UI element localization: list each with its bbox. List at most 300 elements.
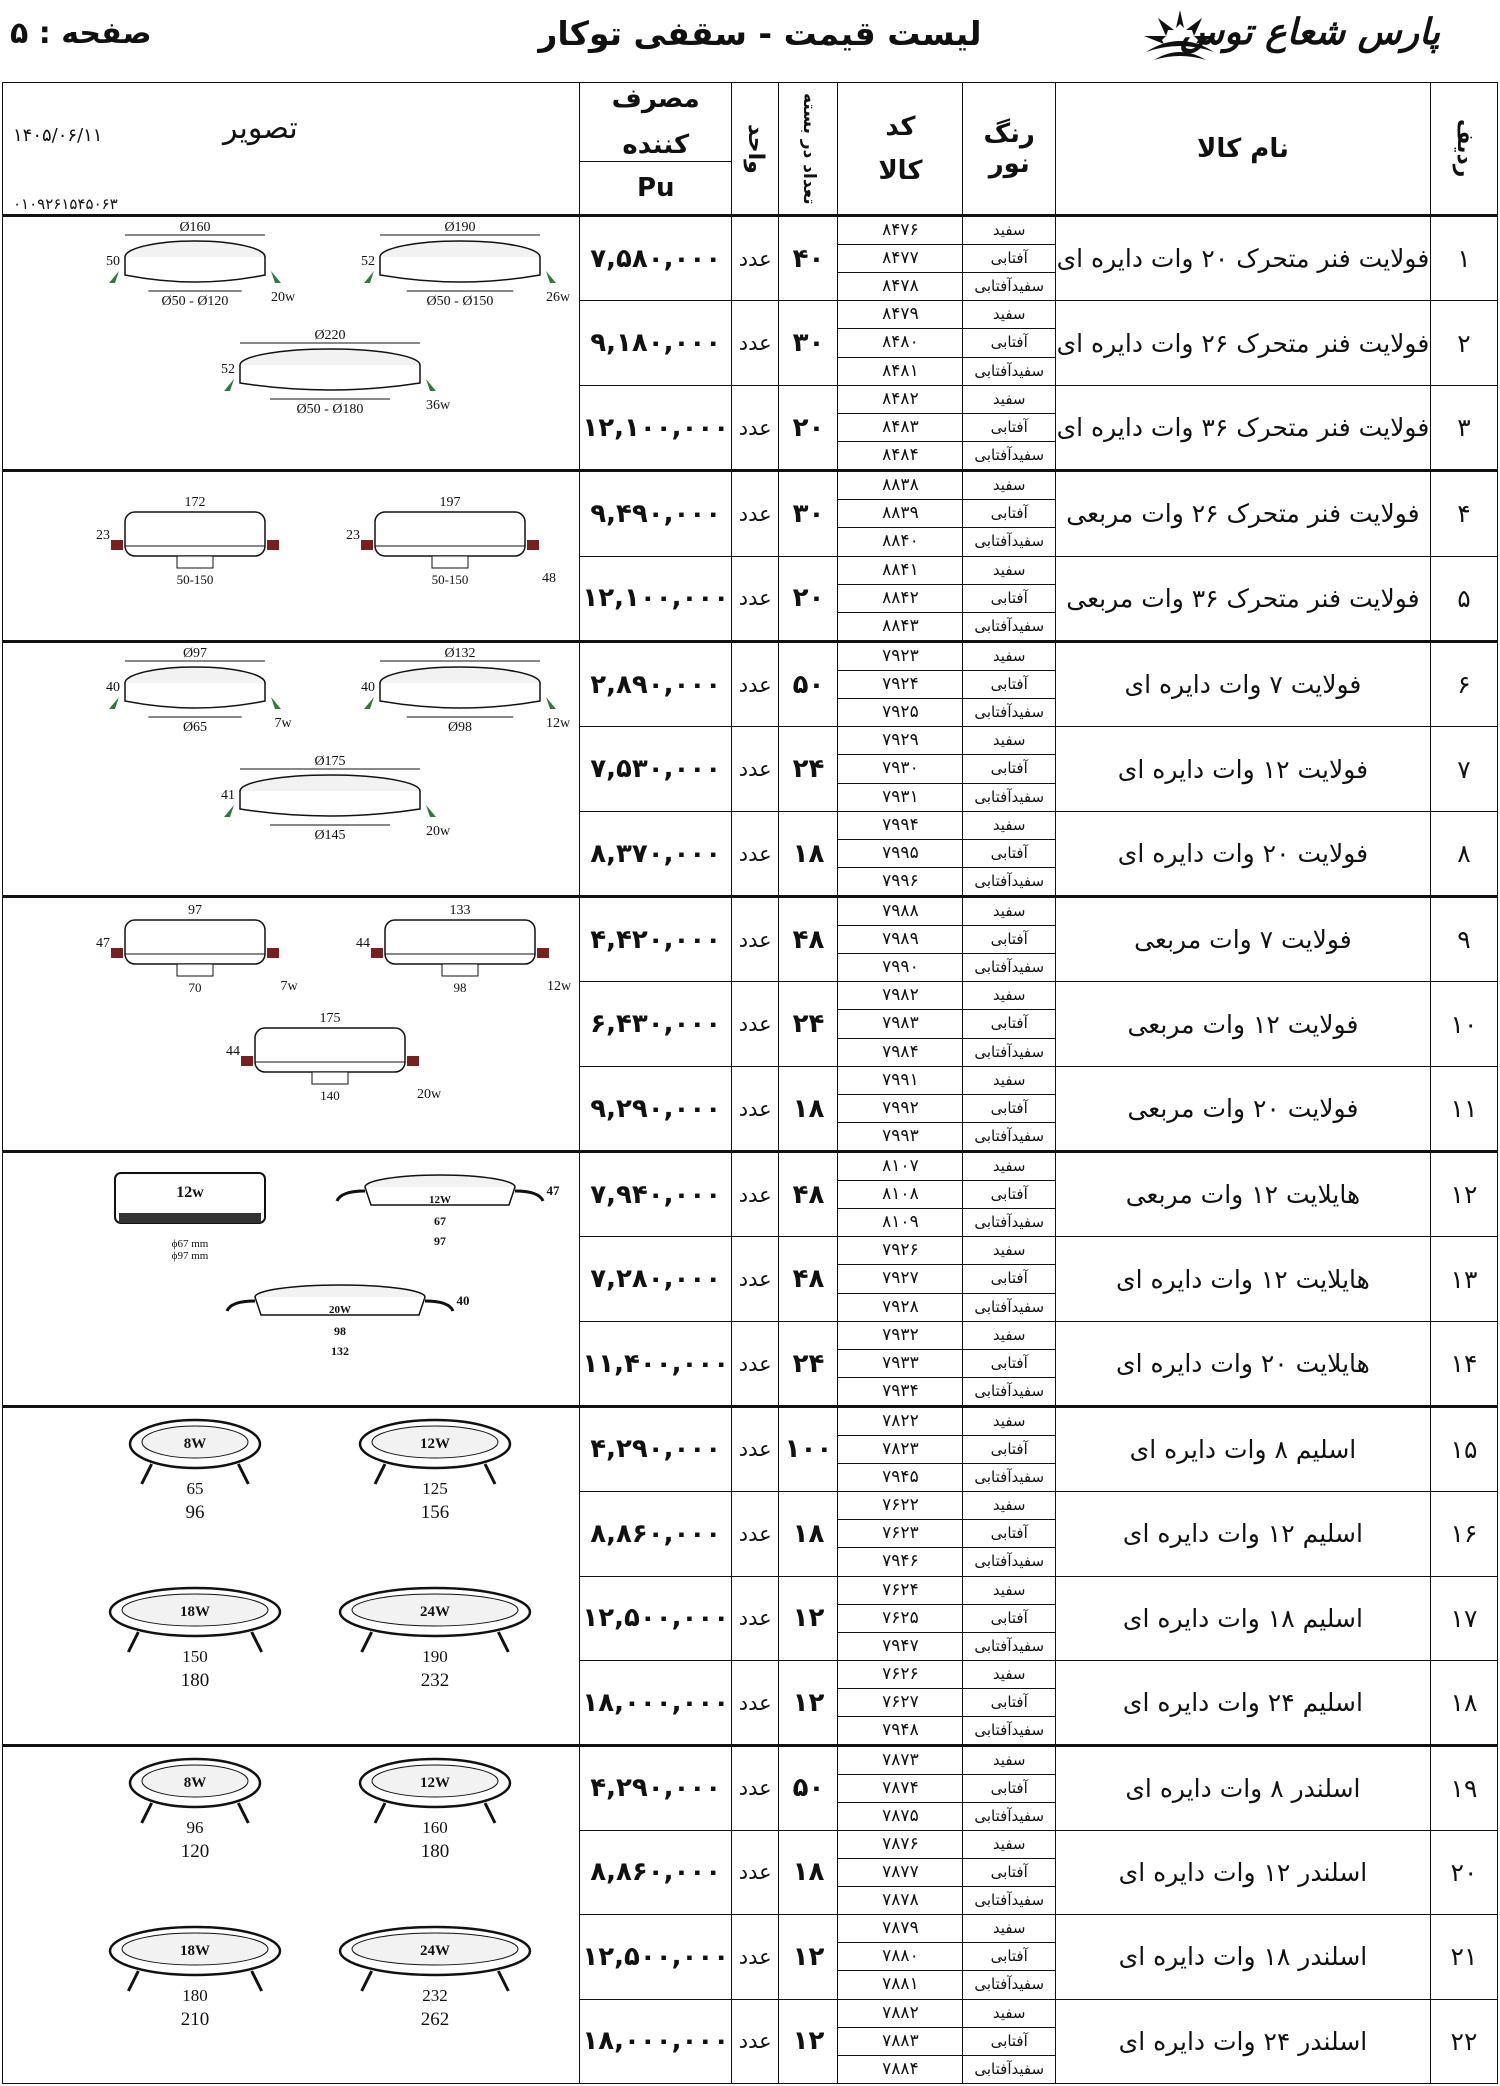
light-color: آفتابی <box>963 1009 1055 1037</box>
dimension-label: 50-150 <box>432 572 469 587</box>
dimension-label: 65 <box>186 1479 204 1498</box>
product-code: ۸۸۳۸ <box>882 475 919 496</box>
dimension-label: 172 <box>184 495 206 510</box>
watt-label: 12W <box>429 1194 452 1206</box>
pack-quantity: ۳۰ <box>779 301 838 386</box>
light-color: سفید <box>992 2003 1026 2022</box>
light-color: سفیدآفتابی <box>963 1970 1055 1998</box>
pack-quantity: ۴۰ <box>779 216 838 301</box>
light-color: سفیدآفتابی <box>963 441 1055 469</box>
light-color: آفتابی <box>963 839 1055 867</box>
unit: عدد <box>732 897 779 982</box>
unit: عدد <box>732 1576 779 1661</box>
watt-label: 12w <box>176 1184 205 1201</box>
dimension-label: 175 <box>319 1011 341 1026</box>
dimension-label: Ø98 <box>448 720 473 735</box>
dimension-label: 50-150 <box>177 572 214 587</box>
product-code: ۷۹۴۸ <box>838 1716 962 1744</box>
light-color-cell <box>963 1746 1056 1831</box>
product-code: ۷۹۴۶ <box>838 1547 962 1575</box>
consumer-price: ۴,۴۲۰,۰۰۰ <box>580 897 732 982</box>
dimension-label: 197 <box>439 495 461 510</box>
product-name: فولایت فنر متحرک ۲۶ وات مربعی <box>1055 471 1430 557</box>
pack-quantity: ۱۲ <box>779 1915 838 2000</box>
dimension-label: Ø190 <box>444 220 476 235</box>
dimension-label: 40 <box>106 680 121 695</box>
dimension-label: 156 <box>421 1502 450 1523</box>
pack-quantity: ۱۸ <box>779 1067 838 1152</box>
row-number: ۱۰ <box>1430 982 1497 1067</box>
watt-label: 12W <box>420 1775 451 1791</box>
product-code: ۷۹۸۹ <box>838 925 962 953</box>
light-color: سفید <box>992 221 1026 239</box>
product-code: ۷۹۳۴ <box>838 1377 962 1405</box>
dimension-label: 140 <box>320 1088 341 1103</box>
light-color: سفیدآفتابی <box>963 1886 1055 1914</box>
highlight-square-drawing <box>115 1173 265 1262</box>
round-light-drawing <box>221 754 451 843</box>
product-code-cell <box>838 1491 963 1576</box>
dimension-label: 7w <box>274 716 292 731</box>
consumer-price: ۸,۸۶۰,۰۰۰ <box>580 1830 732 1915</box>
square-light-drawing <box>356 903 572 995</box>
dimension-label: 67 <box>434 1214 447 1228</box>
light-color-cell <box>963 727 1056 812</box>
row-number: ۲۰ <box>1430 1830 1497 1915</box>
product-name: اسلندر ۱۸ وات دایره ای <box>1055 1915 1430 2000</box>
product-code: ۸۸۴۳ <box>838 612 962 640</box>
dimension-label: 47 <box>96 936 111 951</box>
light-color: سفید <box>992 1750 1026 1769</box>
unit: عدد <box>732 1237 779 1322</box>
product-code: ۸۱۰۸ <box>838 1180 962 1208</box>
product-code-cell <box>838 642 963 727</box>
dimension-label: Ø175 <box>314 754 346 769</box>
product-code: ۷۹۹۶ <box>838 867 962 895</box>
row-number: ۲ <box>1430 301 1497 386</box>
watt-label: 8W <box>184 1436 207 1452</box>
pack-quantity: ۲۰ <box>779 386 838 471</box>
unit: عدد <box>732 1407 779 1492</box>
light-color: آفتابی <box>963 1688 1055 1716</box>
dimension-label: 180 <box>182 1986 209 2005</box>
consumer-price: ۲,۸۹۰,۰۰۰ <box>580 642 732 727</box>
consumer-price: ۸,۳۷۰,۰۰۰ <box>580 812 732 897</box>
light-color-cell <box>963 1999 1056 2084</box>
square-light-drawing <box>96 903 298 995</box>
row-number: ۱۵ <box>1430 1407 1497 1492</box>
slim-panel-drawing <box>130 1420 260 1523</box>
brand-name: پارس شعاع توس <box>1180 12 1440 53</box>
product-drawing-cell <box>3 216 580 471</box>
light-color: آفتابی <box>963 1942 1055 1970</box>
unit: عدد <box>732 1999 779 2084</box>
light-color: آفتابی <box>963 670 1055 698</box>
product-drawing <box>80 643 579 895</box>
light-color: سفیدآفتابی <box>963 953 1055 981</box>
pack-quantity: ۵۰ <box>779 1746 838 1831</box>
dimension-label: 150 <box>182 1647 209 1666</box>
light-color: آفتابی <box>963 1774 1055 1802</box>
dimension-label: ϕ97 mm <box>172 1250 209 1262</box>
slim-panel-drawing <box>110 1588 280 1691</box>
dimension-label: Ø145 <box>314 828 346 843</box>
consumer-price: ۷,۲۸۰,۰۰۰ <box>580 1237 732 1322</box>
light-color: سفید <box>992 1071 1026 1089</box>
light-color: آفتابی <box>963 413 1055 441</box>
unit: عدد <box>732 556 779 642</box>
pack-quantity: ۲۴ <box>779 727 838 812</box>
product-code-cell <box>838 812 963 897</box>
product-code-cell <box>838 727 963 812</box>
light-color: سفیدآفتابی <box>963 1208 1055 1236</box>
product-name: فولایت ۱۲ وات مربعی <box>1055 982 1430 1067</box>
light-color: سفیدآفتابی <box>963 1122 1055 1150</box>
product-code: ۷۸۷۵ <box>838 1802 962 1830</box>
product-code: ۸۸۳۹ <box>838 499 962 527</box>
product-drawing-cell <box>3 1152 580 1407</box>
product-code: ۷۹۲۹ <box>882 730 919 751</box>
dimension-label: 98 <box>453 980 467 995</box>
product-code: ۷۹۸۸ <box>882 901 919 921</box>
product-code: ۷۹۸۲ <box>882 985 919 1006</box>
table-row <box>3 216 1498 301</box>
product-code: ۷۶۲۵ <box>838 1604 962 1632</box>
product-code: ۸۸۴۲ <box>838 584 962 612</box>
light-color: آفتابی <box>963 1519 1055 1547</box>
dimension-label: Ø160 <box>179 220 211 235</box>
light-color-cell <box>963 1661 1056 1746</box>
dimension-label: Ø97 <box>183 646 208 661</box>
dimension-label: 47 <box>546 1183 560 1198</box>
light-color: سفیدآفتابی <box>963 527 1055 555</box>
pack-quantity: ۲۰ <box>779 556 838 642</box>
dimension-label: Ø132 <box>444 646 476 661</box>
dimension-label: 232 <box>422 1986 449 2005</box>
light-color: سفید <box>992 390 1026 408</box>
slim-panel-drawing <box>130 1759 260 1862</box>
dimension-label: Ø50 - Ø180 <box>296 402 364 417</box>
product-drawing-cell <box>3 897 580 1152</box>
dimension-label: 50 <box>106 254 121 269</box>
product-code: ۷۹۴۵ <box>838 1463 962 1491</box>
product-code: ۷۹۸۴ <box>838 1038 962 1066</box>
light-color: سفیدآفتابی <box>963 698 1055 726</box>
product-code: ۸۴۷۷ <box>838 244 962 272</box>
product-code: ۷۹۹۳ <box>838 1122 962 1150</box>
row-number: ۲۲ <box>1430 1999 1497 2084</box>
product-code-cell <box>838 1407 963 1492</box>
dimension-label: 7w <box>280 979 298 994</box>
watt-label: 20W <box>329 1304 352 1316</box>
highlight-round-drawing <box>227 1285 470 1358</box>
dimension-label: 120 <box>181 1841 210 1862</box>
light-color: سفید <box>992 1157 1026 1175</box>
light-color: آفتابی <box>963 584 1055 612</box>
dimension-label: 96 <box>186 1818 204 1837</box>
square-light-drawing <box>346 495 556 587</box>
light-color: سفیدآفتابی <box>963 1463 1055 1491</box>
unit: عدد <box>732 216 779 301</box>
header-unit: واحد <box>732 83 779 216</box>
row-number: ۱۳ <box>1430 1237 1497 1322</box>
light-color-cell <box>963 812 1056 897</box>
product-name: فولایت فنر متحرک ۳۶ وات مربعی <box>1055 556 1430 642</box>
product-code: ۷۸۸۲ <box>882 2002 919 2023</box>
consumer-price: ۹,۲۹۰,۰۰۰ <box>580 1067 732 1152</box>
product-code: ۷۶۲۶ <box>882 1664 919 1685</box>
dimension-label: 98 <box>334 1324 347 1338</box>
product-code: ۸۴۸۰ <box>838 328 962 356</box>
light-color-cell <box>963 1576 1056 1661</box>
product-code: ۷۸۲۲ <box>882 1410 919 1431</box>
light-color: سفید <box>992 476 1026 495</box>
unit: عدد <box>732 982 779 1067</box>
light-color: سفید <box>992 1665 1026 1684</box>
light-color: سفیدآفتابی <box>963 1377 1055 1405</box>
dimension-label: 232 <box>421 1670 450 1691</box>
product-name: فولایت ۱۲ وات دایره ای <box>1055 727 1430 812</box>
header-code: کد کالا <box>838 83 963 216</box>
dimension-label: 190 <box>422 1647 449 1666</box>
dimension-label: 20w <box>417 1087 442 1102</box>
pack-quantity: ۱۸ <box>779 812 838 897</box>
header-usage-unit: Pu <box>580 162 732 216</box>
product-code-cell <box>838 1661 963 1746</box>
light-color: سفید <box>992 647 1026 665</box>
light-color: سفید <box>992 1580 1026 1599</box>
unit: عدد <box>732 1830 779 1915</box>
table-row <box>3 1407 1498 1492</box>
light-color: سفیدآفتابی <box>963 1716 1055 1744</box>
pack-quantity: ۱۲ <box>779 1576 838 1661</box>
unit: عدد <box>732 1915 779 2000</box>
product-code: ۷۹۹۴ <box>882 815 919 835</box>
light-color: سفید <box>992 1411 1026 1430</box>
light-color: سفیدآفتابی <box>963 1293 1055 1321</box>
row-number: ۲۱ <box>1430 1915 1497 2000</box>
product-code: ۷۹۲۳ <box>882 646 919 666</box>
light-color: آفتابی <box>963 754 1055 782</box>
product-drawing-cell <box>3 642 580 897</box>
row-number: ۱۹ <box>1430 1746 1497 1831</box>
product-code-cell <box>838 556 963 642</box>
light-color: سفیدآفتابی <box>963 1038 1055 1066</box>
light-color: سفیدآفتابی <box>963 272 1055 300</box>
row-number: ۶ <box>1430 642 1497 727</box>
product-code: ۷۸۷۶ <box>882 1833 919 1854</box>
table-row <box>3 1152 1498 1237</box>
product-name: هایلایت ۱۲ وات مربعی <box>1055 1152 1430 1237</box>
watt-label: 18W <box>180 1943 211 1959</box>
pack-quantity: ۱۸ <box>779 1491 838 1576</box>
light-color-cell <box>963 471 1056 557</box>
unit: عدد <box>732 727 779 812</box>
header-name: نام کالا <box>1055 83 1430 216</box>
highlight-round-drawing <box>337 1175 560 1248</box>
pack-quantity: ۴۸ <box>779 1237 838 1322</box>
row-number: ۵ <box>1430 556 1497 642</box>
product-code: ۷۹۹۱ <box>882 1070 919 1090</box>
watt-label: 12W <box>420 1436 451 1452</box>
product-code: ۷۹۲۶ <box>882 1240 919 1261</box>
product-code: ۷۹۴۷ <box>838 1632 962 1660</box>
slim-panel-drawing <box>110 1927 280 2030</box>
product-code: ۷۹۳۲ <box>882 1325 919 1345</box>
product-drawing <box>80 1153 579 1405</box>
light-color: آفتابی <box>963 328 1055 356</box>
unit: عدد <box>732 1067 779 1152</box>
product-drawing <box>80 1408 579 1744</box>
page-header <box>0 0 1500 78</box>
dimension-label: 40 <box>456 1293 470 1308</box>
product-code-cell <box>838 1746 963 1831</box>
product-code: ۸۴۷۹ <box>882 304 919 325</box>
light-color: سفیدآفتابی <box>963 783 1055 811</box>
consumer-price: ۷,۵۸۰,۰۰۰ <box>580 216 732 301</box>
product-code: ۷۶۲۲ <box>882 1494 919 1515</box>
product-drawing <box>80 1747 579 2083</box>
light-color-cell <box>963 897 1056 982</box>
product-code: ۷۹۳۰ <box>838 754 962 782</box>
dimension-label: 12w <box>547 979 572 994</box>
row-number: ۱۷ <box>1430 1576 1497 1661</box>
dimension-label: Ø220 <box>314 328 346 343</box>
light-color: سفیدآفتابی <box>963 612 1055 640</box>
unit: عدد <box>732 386 779 471</box>
consumer-price: ۶,۴۳۰,۰۰۰ <box>580 982 732 1067</box>
header-phone: ۰۱۰۹۲۶۱۵۴۵۰۶۳ <box>13 195 118 213</box>
product-code-cell <box>838 1322 963 1407</box>
row-number: ۳ <box>1430 386 1497 471</box>
product-code-cell <box>838 301 963 386</box>
dimension-label: 52 <box>221 362 236 377</box>
light-color: سفید <box>992 731 1026 750</box>
light-color-cell <box>963 1407 1056 1492</box>
brand-logo <box>1140 6 1440 66</box>
page-title: لیست قیمت - سقفی توکار <box>538 14 982 53</box>
product-code: ۷۹۳۱ <box>838 783 962 811</box>
product-code-cell <box>838 1915 963 2000</box>
dimension-label: 96 <box>185 1502 205 1523</box>
product-name: اسلندر ۱۲ وات دایره ای <box>1055 1830 1430 1915</box>
product-code-cell <box>838 1999 963 2084</box>
row-number: ۱۲ <box>1430 1152 1497 1237</box>
product-code: ۷۸۲۳ <box>838 1435 962 1463</box>
product-code: ۷۸۸۰ <box>838 1942 962 1970</box>
round-light-drawing <box>106 646 292 735</box>
consumer-price: ۸,۸۶۰,۰۰۰ <box>580 1491 732 1576</box>
dimension-label: 41 <box>221 788 236 803</box>
consumer-price: ۷,۹۴۰,۰۰۰ <box>580 1152 732 1237</box>
product-drawing-cell <box>3 1746 580 2084</box>
light-color: آفتابی <box>963 2027 1055 2055</box>
product-code: ۷۸۷۸ <box>838 1886 962 1914</box>
unit: عدد <box>732 812 779 897</box>
product-code: ۷۶۲۳ <box>838 1519 962 1547</box>
product-code-cell <box>838 897 963 982</box>
product-code-cell <box>838 471 963 557</box>
row-number: ۱ <box>1430 216 1497 301</box>
light-color: سفید <box>992 1326 1026 1344</box>
light-color: سفیدآفتابی <box>963 1632 1055 1660</box>
light-color-cell <box>963 1491 1056 1576</box>
dimension-label: 44 <box>356 936 371 951</box>
row-number: ۷ <box>1430 727 1497 812</box>
table-row <box>3 642 1498 727</box>
pack-quantity: ۱۲ <box>779 1999 838 2084</box>
consumer-price: ۱۱,۴۰۰,۰۰۰ <box>580 1322 732 1407</box>
light-color: سفید <box>992 816 1026 834</box>
header-picture-label: تصویر <box>223 111 298 146</box>
dimension-label: 125 <box>422 1479 449 1498</box>
product-name: فولایت فنر متحرک ۳۶ وات دایره ای <box>1055 386 1430 471</box>
product-code: ۸۸۴۰ <box>838 527 962 555</box>
unit: عدد <box>732 1152 779 1237</box>
round-light-drawing <box>361 220 571 309</box>
product-name: هایلایت ۲۰ وات دایره ای <box>1055 1322 1430 1407</box>
consumer-price: ۱۲,۱۰۰,۰۰۰ <box>580 556 732 642</box>
light-color: سفیدآفتابی <box>963 1547 1055 1575</box>
row-number: ۸ <box>1430 812 1497 897</box>
light-color-cell <box>963 642 1056 727</box>
product-code: ۸۸۴۱ <box>882 559 919 580</box>
product-code-cell <box>838 386 963 471</box>
light-color: سفیدآفتابی <box>963 1802 1055 1830</box>
unit: عدد <box>732 1661 779 1746</box>
header-picture <box>3 83 580 216</box>
dimension-label: Ø50 - Ø120 <box>161 294 229 309</box>
consumer-price: ۹,۱۸۰,۰۰۰ <box>580 301 732 386</box>
light-color: سفید <box>992 305 1026 324</box>
row-number: ۹ <box>1430 897 1497 982</box>
header-date: ۱۴۰۵/۰۶/۱۱ <box>13 125 103 146</box>
light-color: سفید <box>992 1241 1026 1260</box>
pack-quantity: ۴۸ <box>779 897 838 982</box>
product-drawing-cell <box>3 1407 580 1746</box>
dimension-label: 23 <box>96 528 111 543</box>
dimension-label: 52 <box>361 254 376 269</box>
watt-label: 24W <box>420 1943 451 1959</box>
table-row <box>3 1746 1498 1831</box>
slim-panel-drawing <box>340 1588 530 1691</box>
round-light-drawing <box>361 646 571 735</box>
unit: عدد <box>732 301 779 386</box>
product-code-cell <box>838 1152 963 1237</box>
unit: عدد <box>732 642 779 727</box>
dimension-label: 70 <box>188 980 202 995</box>
product-code: ۷۸۷۳ <box>882 1749 919 1770</box>
light-color: آفتابی <box>963 499 1055 527</box>
product-code: ۷۸۷۷ <box>838 1858 962 1886</box>
product-name: فولایت ۷ وات مربعی <box>1055 897 1430 982</box>
product-code: ۷۸۸۴ <box>838 2055 962 2083</box>
product-code: ۷۹۲۷ <box>838 1264 962 1292</box>
product-code: ۷۸۷۹ <box>882 1918 919 1939</box>
dimension-label: 40 <box>361 680 376 695</box>
consumer-price: ۹,۴۹۰,۰۰۰ <box>580 471 732 557</box>
light-color-cell <box>963 386 1056 471</box>
square-light-drawing <box>96 495 279 587</box>
pack-quantity: ۱۰۰ <box>779 1407 838 1492</box>
product-name: اسلیم ۸ وات دایره ای <box>1055 1407 1430 1492</box>
light-color: آفتابی <box>963 1094 1055 1122</box>
pack-quantity: ۳۰ <box>779 471 838 557</box>
round-light-drawing <box>106 220 296 309</box>
dimension-label: 44 <box>226 1044 241 1059</box>
dimension-label: 12w <box>546 716 571 731</box>
product-code: ۸۴۸۴ <box>838 441 962 469</box>
